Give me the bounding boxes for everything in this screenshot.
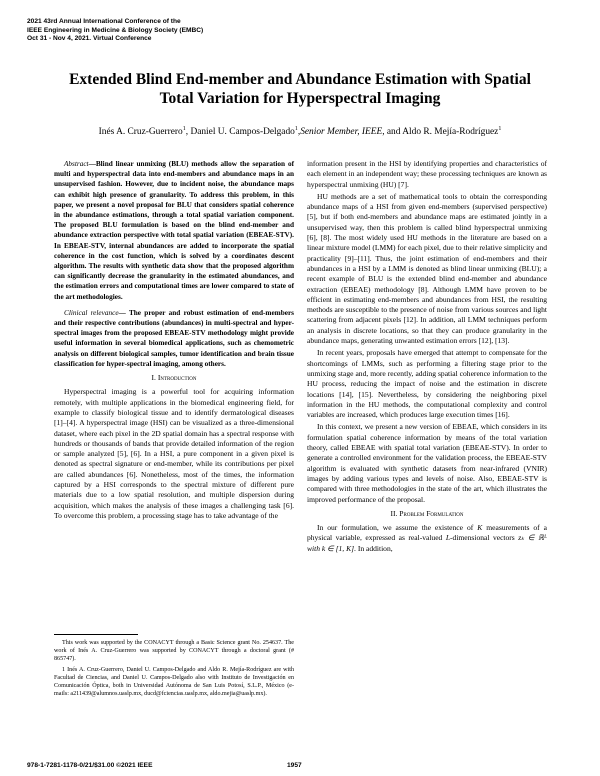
isbn-copyright: 978-1-7281-1178-0/21/$31.00 ©2021 IEEE [27, 762, 153, 769]
conference-line-2: IEEE Engineering in Medicine & Biology Society (EMBC) [27, 26, 204, 34]
page-number: 1957 [287, 762, 302, 769]
author-2-affiliation: 1 [294, 126, 298, 132]
math-expression: zₖ ∈ ℝᴸ with k ∈ [1, K] [307, 533, 547, 553]
right-paragraph-3: In recent years, proposals have emerged that attempt to compensate for the shortcomings of LMMs, such as performing a filtering stage prior to the unmixing stage and, more recently, adding spatial coherence information to the HU process, reducing the impact of noise and the estimation in discrete locations [14], [15]. Nevertheless, by considering the neighboring pixel information in the HU methods, the computational complexity and control variables are increased, which produces large execution times [16]. [307, 348, 547, 420]
abstract-label: Abstract [64, 160, 89, 168]
author-list: Inés A. Cruz-Guerrero$^1$, Daniel U. Campos-Delgado$^1$,Senior Member, IEEE, and Aldo R. Mejía-Rodríguez$^1$ [98, 126, 502, 138]
p5-text-a: In our formulation, we assume the existence of [317, 523, 478, 533]
conference-header [27, 18, 427, 44]
p5-text-c: -dimensional vectors [450, 533, 519, 543]
conference-line-3: Oct 31 - Nov 4, 2021. Virtual Conference [27, 35, 152, 43]
footnotes [54, 639, 294, 700]
footnote-rule [54, 634, 138, 635]
p5-text-d: . In addition, [354, 543, 393, 553]
relevance-label: Clinical relevance [64, 308, 119, 317]
intro-paragraph-1: Hyperspectral imaging is a powerful tool for acquiring information remotely, with multiple applications in the biomedical engineering field, for example to classify biological tissue and to identify dermatological diseases [1]–[4]. A hyperspectral image (HSI) can be visualized as a three-dimensional dataset, where each pixel in the 2D spatial domain has a spectral response with hundreds or thousands of bands that provide detailed information of the region or sample analyzed [5], [6]. In a HSI, a pure component in a given pixel is denoted as spectral signature or end-member, while its contributions per pixel are called abundances [6]. Nonetheless, most of the times, the information captured by a HSI corresponds to the spectral mixture of different pure materials due to a low spatial resolution, and multiple dispersion during acquisition, which makes the analysis of these images a challenging task [6]. To overcome this problem, a processing stage has to take advantage of the [54, 387, 294, 520]
math-var-l: L [445, 533, 451, 543]
title-line-2: Total Variation for Hyperspectral Imaging [159, 90, 441, 107]
footnote-affiliations: 1 Inés A. Cruz-Guerrero, Daniel U. Campos-Delgado and Aldo R. Mejía-Rodríguez are with Facultad de Ciencias, and Daniel U. Campos-Delgado also with Instituto de Investigación en Comunicación Óptica, both in Universidad Autónoma de San Luis Potosí, S.L.P., México (e-mails: a211439@alumnos.uaslp.mx, ducd@fciencias.uaslp.mx, aldo.mejia@uaslp.mx). [54, 666, 294, 698]
left-column [54, 159, 294, 523]
conference-line-1: 2021 43rd Annual International Conference of the [27, 18, 181, 25]
footnote-funding: This work was supported by the CONACYT through a Basic Science grant No. 254637. The work of Inés A. Cruz-Guerrero was supported by CONACYT through a doctoral grant (# 865747). [54, 640, 294, 663]
p5-text-b: measurements of a physical variable, expressed as real-valued [307, 523, 547, 543]
section-heading-introduction: I. Introduction [151, 373, 197, 383]
clinical-relevance [54, 308, 294, 369]
right-paragraph-1: information present in the HSI by identifying properties and characteristics of each element in an independent way; these processing techniques are known as hyperspectral unmixing (HU) [7]. [307, 159, 547, 189]
abstract-text: —Blind linear unmixing (BLU) methods allow the separation of multi and hyperspectral data into end-members and abundance maps in an unsupervised fashion. However, due to incident noise, the abundance maps can exhibit high presence of granularity. To address this problem, in this paper, we present a novel proposal for BLU that considers spatial coherence in the abundance estimations, through a total spatial variation component. The proposed BLU formulation is based on the blind end-member and abundance extraction perspective with total spatial variation (EBEAE-STV). In EBEAE-STV, internal abundances are added to incorporate the spatial coherence in the cost function, which is solved by a coordinates descent algorithm. The results with synthetic data show that the proposed algorithm can significantly decrease the granularity in the estimated abundances, and the estimation errors and computational times are lower compared to state of the art methodologies. [54, 160, 294, 301]
author-3: Aldo R. Mejía-Rodríguez [402, 127, 499, 138]
paper-title [30, 70, 570, 108]
author-3-affiliation: 1 [498, 126, 502, 132]
author-1-affiliation: 1 [182, 126, 186, 132]
author-1: Inés A. Cruz-Guerrero [98, 127, 183, 138]
relevance-text: — The proper and robust estimation of end-members and their respective contributions (abundances) in multi-spectral and hyper-spectral images from the proposed EBEAE-STV methodology might provide useful information in several biomedical applications, such as chemometric analysis on different biological samples, tumor identification and brain tissue classification for hyper-spectral imaging, among others. [54, 308, 294, 368]
abstract [54, 159, 294, 302]
right-paragraph-2: HU methods are a set of mathematical tools to obtain the corresponding abundance maps of a HSI from given end-members (supervised perspective) [5], but if both end-members and abundance maps are estimated jointly in a unsupervised way, then this problem is called blind hyperspectral unmixing [6], [8]. The most widely used HU methods in the literature are based on a linear mixture model (LMM) for each pixel, due to their relative simplicity and practicality [9]–[11]. Thus, the joint estimation of end-members and their abundances in a HSI by a LMM is denoted as blind linear unmixing (BLU); a recent example of BLU is the extended blind end-member and abundance extraction (EBEAE) methodology [8]. Although LMM have proven to be efficient in estimating end-members and abundances from HSI, the resulting methods are susceptible to the presence of noise from various sources and light scattering from adjacent pixels [12]. In addition, all LMM techniques perform an analysis in discrete locations, so that they can produce granularity in the abundance maps, generating unwanted estimation errors [12], [13]. [307, 191, 547, 346]
math-var-k: K [477, 523, 483, 533]
right-column [307, 159, 547, 556]
section-heading-problem-formulation: II. Problem Formulation [390, 508, 464, 518]
title-line-1: Extended Blind End-member and Abundance Estimation with Spatial [69, 71, 531, 88]
author-2-title: Senior Member, IEEE [300, 127, 383, 138]
author-2: Daniel U. Campos-Delgado [190, 127, 295, 138]
right-paragraph-5 [307, 523, 547, 554]
right-paragraph-4: In this context, we present a new version of EBEAE, which considers in its formulation spatial coherence information by means of the total variation theory, called EBEAE with spatial total variation (EBEAE-STV). In order to generate a controlled environment for the validation process, the EBEAE-STV algorithm is evaluated with synthetic datasets from near-infrared (VNIR) images by adding various types and levels of noise. Also, EBEAE-STV is compared with three methodologies in the state of the art, which illustrates the improved performance of the proposal. [307, 422, 547, 504]
